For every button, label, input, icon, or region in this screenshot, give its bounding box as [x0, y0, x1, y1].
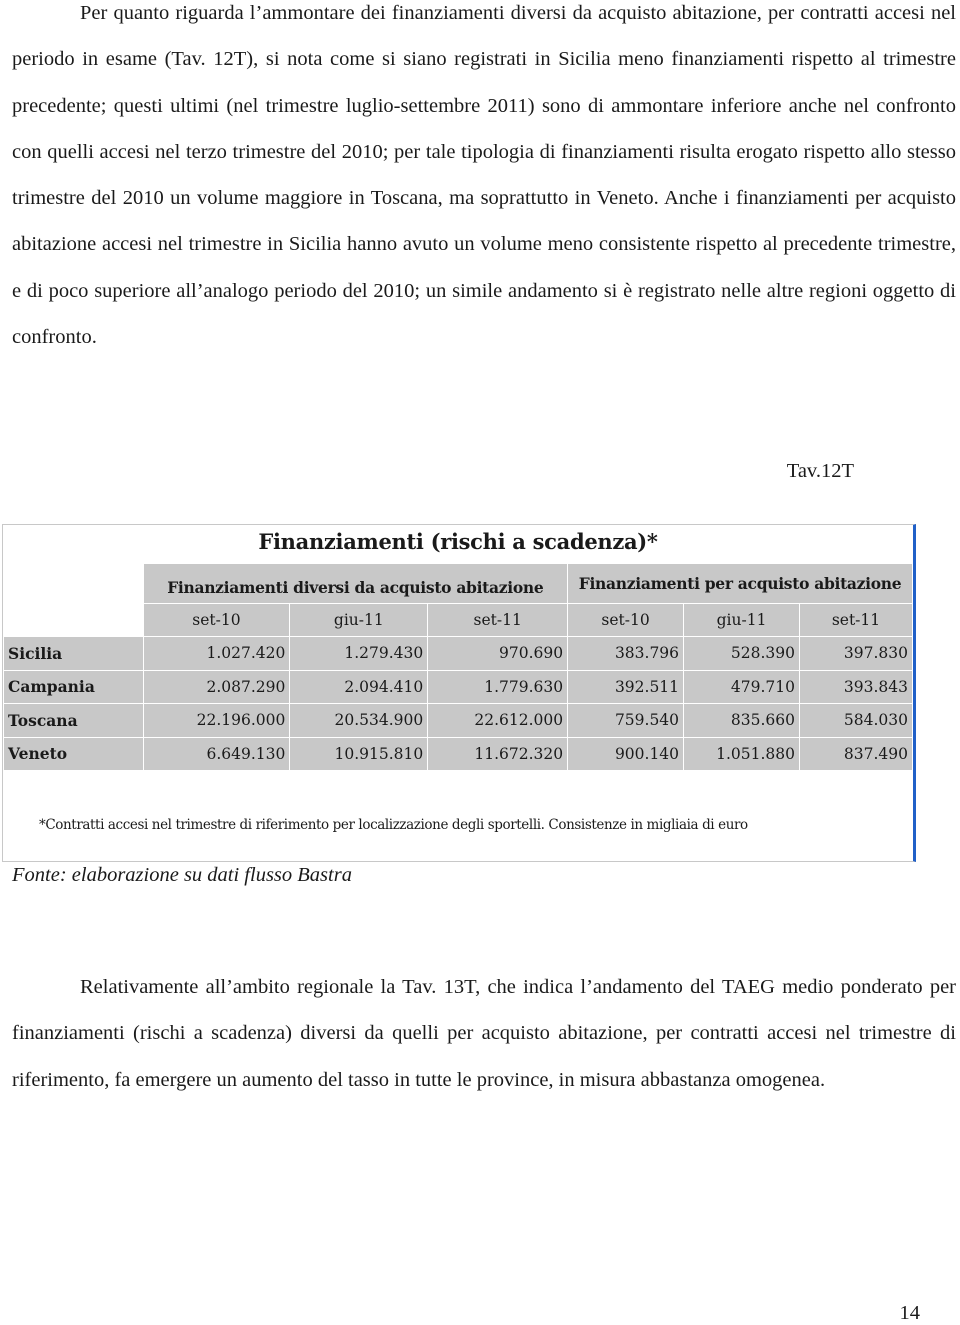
period-header: giu-11: [290, 603, 428, 637]
value-cell: 6.649.130: [143, 737, 290, 771]
period-header: giu-11: [684, 603, 800, 637]
group-header-housing-financing: Finanziamenti per acquisto abitazione: [568, 564, 913, 604]
source-caption: Fonte: elaborazione su dati flusso Bastra: [12, 864, 352, 886]
value-cell: 10.915.810: [290, 737, 428, 771]
table-header-periods: [4, 603, 913, 637]
value-cell: 392.511: [568, 670, 684, 704]
region-name: Toscana: [4, 704, 144, 738]
value-cell: 759.540: [568, 704, 684, 738]
value-cell: 2.094.410: [290, 670, 428, 704]
table-footnote: *Contratti accesi nel trimestre di riferimento per localizzazione degli sportelli. Consistenze in migliaia di euro: [39, 817, 748, 833]
financing-table-figure: [2, 524, 916, 862]
table-label: Tav.12T: [786, 460, 854, 482]
value-cell: 22.612.000: [428, 704, 568, 738]
table-row: [4, 704, 913, 738]
value-cell: 1.779.630: [428, 670, 568, 704]
value-cell: 2.087.290: [143, 670, 290, 704]
value-cell: 835.660: [684, 704, 800, 738]
page-number: 14: [899, 1302, 920, 1324]
value-cell: 1.027.420: [143, 637, 290, 671]
value-cell: 20.534.900: [290, 704, 428, 738]
value-cell: 584.030: [800, 704, 913, 738]
table-row: [4, 670, 913, 704]
region-name: Veneto: [4, 737, 144, 771]
period-header: set-11: [800, 603, 913, 637]
value-cell: 900.140: [568, 737, 684, 771]
corner-cell: [4, 603, 144, 637]
closing-paragraph: Relativamente all’ambito regionale la Tav. 13T, che indica l’andamento del TAEG medio ponderato per finanziamenti (rischi a scadenza) diversi da quelli per acquisto abitazione, per contratti accesi nel trimestre di riferimento, fa emergere un aumento del tasso in tutte le province, in misura abbastanza omogenea.: [12, 976, 956, 1091]
value-cell: 383.796: [568, 637, 684, 671]
financing-table: [3, 563, 913, 771]
value-cell: 22.196.000: [143, 704, 290, 738]
group-header-other-financing: Finanziamenti diversi da acquisto abitazione: [143, 564, 568, 604]
value-cell: 837.490: [800, 737, 913, 771]
corner-cell: [4, 564, 144, 604]
value-cell: 11.672.320: [428, 737, 568, 771]
value-cell: 1.051.880: [684, 737, 800, 771]
table-title: Finanziamenti (rischi a scadenza)*: [258, 529, 658, 554]
period-header: set-11: [428, 603, 568, 637]
period-header: set-10: [568, 603, 684, 637]
period-header: set-10: [143, 603, 290, 637]
region-name: Campania: [4, 670, 144, 704]
value-cell: 397.830: [800, 637, 913, 671]
value-cell: 393.843: [800, 670, 913, 704]
value-cell: 970.690: [428, 637, 568, 671]
value-cell: 479.710: [684, 670, 800, 704]
value-cell: 1.279.430: [290, 637, 428, 671]
table-row: [4, 637, 913, 671]
region-name: Sicilia: [4, 637, 144, 671]
intro-paragraph: Per quanto riguarda l’ammontare dei finanziamenti diversi da acquisto abitazione, per contratti accesi nel periodo in esame (Tav. 12T), si nota come si siano registrati in Sicilia meno finanziamenti rispetto al trimestre precedente; questi ultimi (nel trimestre luglio-settembre 2011) sono di ammontare inferiore anche nel confronto con quelli accesi nel terzo trimestre del 2010; per tale tipologia di finanziamenti risulta erogato rispetto allo stesso trimestre del 2010 un volume maggiore in Toscana, ma soprattutto in Veneto. Anche i finanziamenti per acquisto abitazione accesi nel trimestre in Sicilia hanno avuto un volume meno consistente rispetto al precedente trimestre, e di poco superiore all’analogo periodo del 2010; un simile andamento si è registrato nelle altre regioni oggetto di confronto.: [12, 2, 956, 349]
table-row: [4, 737, 913, 771]
value-cell: 528.390: [684, 637, 800, 671]
